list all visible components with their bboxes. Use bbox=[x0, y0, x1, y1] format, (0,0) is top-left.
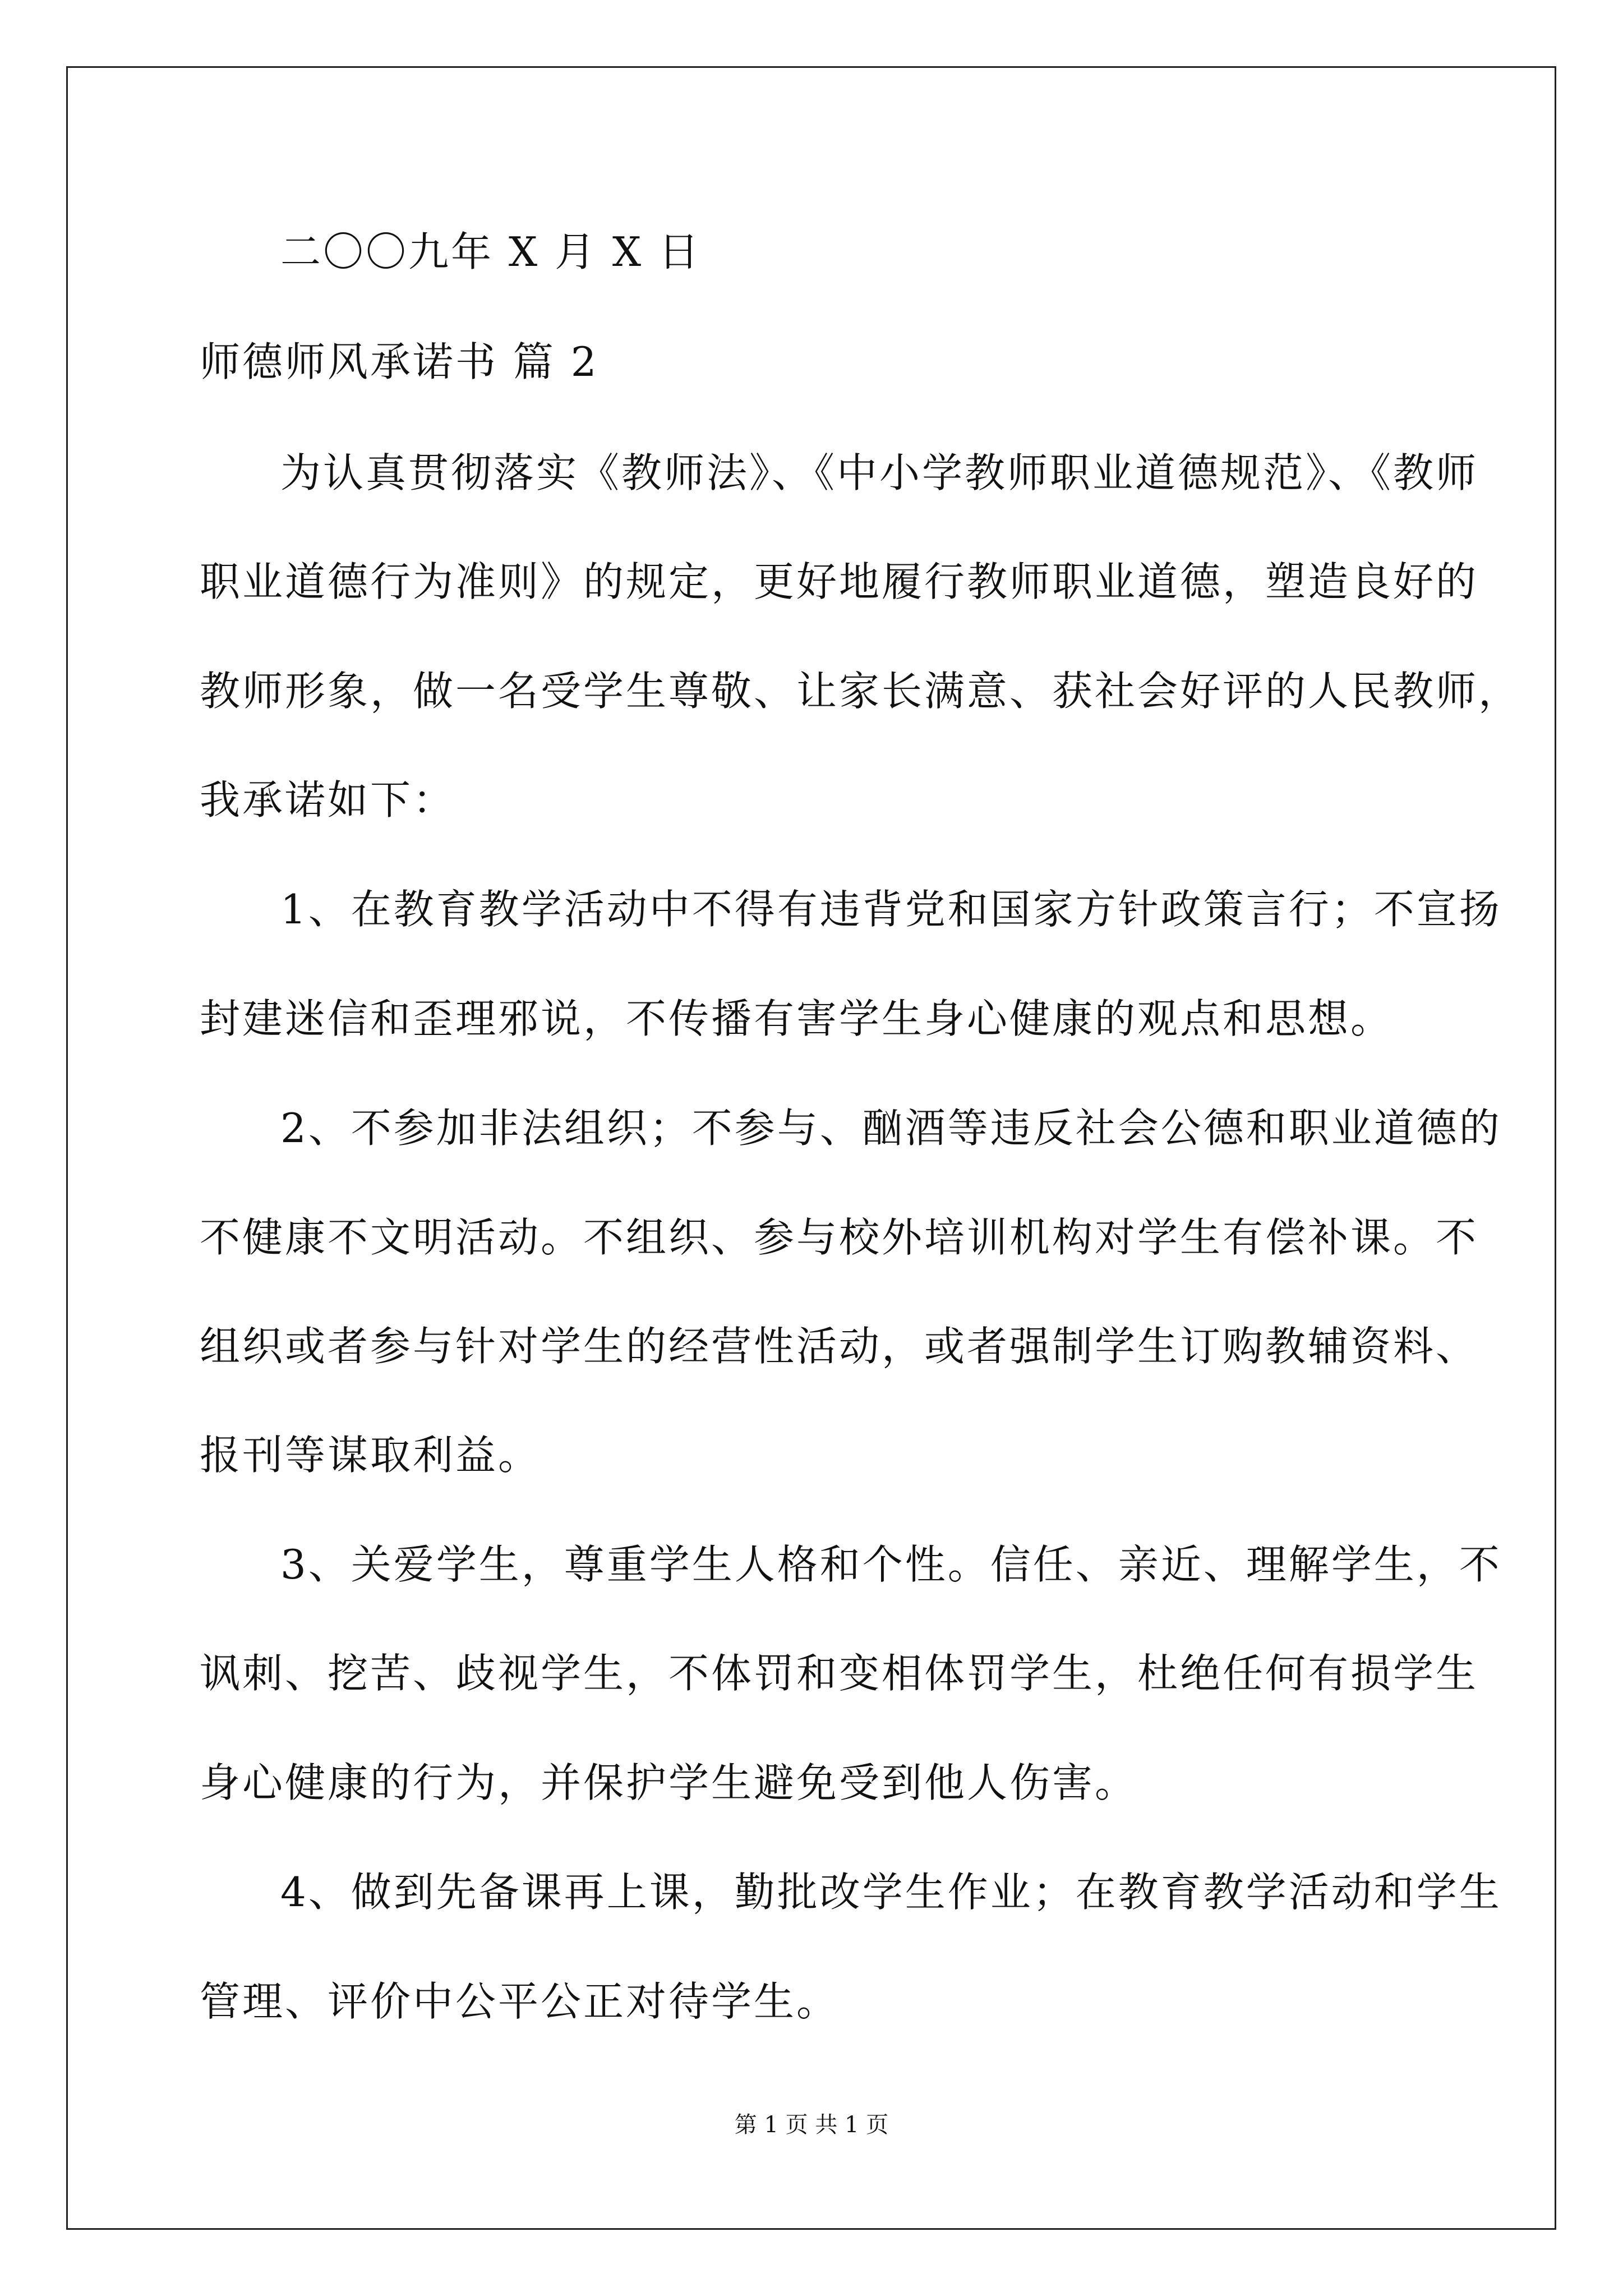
intro-line-1: 为认真贯彻落实《教师法》、《中小学教师职业道德规范》、《教师 bbox=[280, 449, 1479, 496]
page-footer: 第 1 页 共 1 页 bbox=[734, 2112, 889, 2138]
date-line: 二〇〇九年 X 月 X 日 bbox=[280, 228, 702, 275]
item3-line-1: 3、关爱学生，尊重学生人格和个性。信任、亲近、理解学生，不 bbox=[280, 1541, 1502, 1588]
item2-line-3: 组织或者参与针对学生的经营性活动，或者强制学生订购教辅资料、 bbox=[200, 1323, 1479, 1370]
item1-line-1: 1、在教育教学活动中不得有违背党和国家方针政策言行；不宣扬 bbox=[280, 886, 1502, 933]
item2-line-4: 报刊等谋取利益。 bbox=[200, 1432, 541, 1479]
section-title: 师德师风承诺书 篇 2 bbox=[200, 338, 599, 385]
intro-line-2: 职业道德行为准则》的规定，更好地履行教师职业道德，塑造良好的 bbox=[200, 558, 1479, 605]
item2-line-2: 不健康不文明活动。不组织、参与校外培训机构对学生有偿补课。不 bbox=[200, 1214, 1479, 1261]
intro-line-4: 我承诺如下： bbox=[200, 776, 456, 823]
item4-line-1: 4、做到先备课再上课，勤批改学生作业；在教育教学活动和学生 bbox=[280, 1869, 1502, 1916]
item3-line-2: 讽刺、挖苦、歧视学生，不体罚和变相体罚学生，杜绝任何有损学生 bbox=[200, 1650, 1479, 1697]
item4-line-2: 管理、评价中公平公正对待学生。 bbox=[200, 1978, 840, 2025]
intro-line-3: 教师形象，做一名受学生尊敬、让家长满意、获社会好评的人民教师， bbox=[200, 668, 1521, 715]
item2-line-1: 2、不参加非法组织；不参与、酗酒等违反社会公德和职业道德的 bbox=[280, 1105, 1502, 1152]
item1-line-2: 封建迷信和歪理邪说，不传播有害学生身心健康的观点和思想。 bbox=[200, 995, 1394, 1042]
item3-line-3: 身心健康的行为，并保护学生避免受到他人伤害。 bbox=[200, 1759, 1138, 1806]
